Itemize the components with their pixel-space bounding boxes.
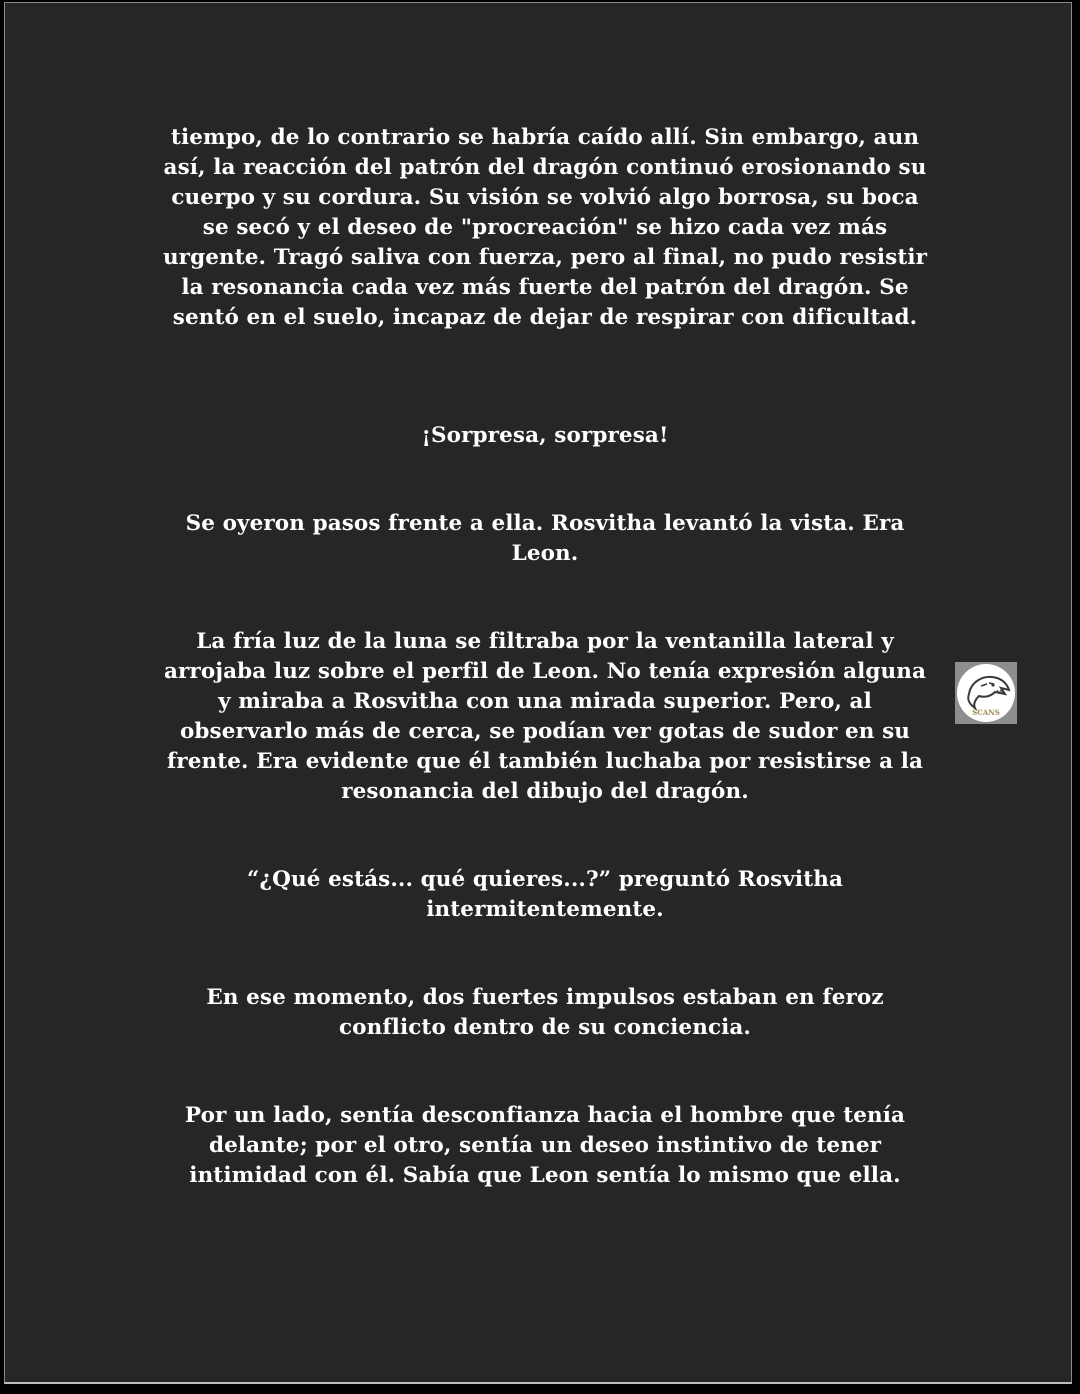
paragraph-5: [155, 865, 935, 925]
paragraph-text: En ese momento, dos fuertes impulsos estaban en feroz conflicto dentro de su conciencia.: [206, 985, 884, 1040]
watermark-text: SCANS: [972, 708, 1000, 717]
paragraph-2: [155, 421, 935, 451]
paragraph-text: tiempo, de lo contrario se habría caído allí. Sin embargo, aun así, la reacción del patrón del dragón continuó erosionando su cuerpo y su cordura. Su visión se volvió algo borrosa, su boca se secó y el deseo de "procreación" se hizo cada vez más urgente. Tragó saliva con fuerza, pero al final, no pudo resistir la resonancia cada vez más fuerte del patrón del dragón. Se sentó en el suelo, incapaz de dejar de respirar con dificultad.: [162, 125, 928, 330]
paragraph-text: Por un lado, sentía desconfianza hacia el hombre que tenía delante; por el otro, sentía un deseo instintivo de tener intimidad con él. Sabía que Leon sentía lo mismo que ella.: [184, 1103, 906, 1188]
watermark-logo: [955, 662, 1017, 724]
paragraph-6: [155, 983, 935, 1043]
paragraph-text: La fría luz de la luna se filtraba por la ventanilla lateral y arrojaba luz sobre el perfil de Leon. No tenía expresión alguna y miraba a Rosvitha con una mirada superior. Pero, al observarlo más de cerca, se podían ver gotas de sudor en su frente. Era evidente que él también luchaba por resistirse a la resonancia del dibujo del dragón.: [163, 629, 927, 804]
paragraph-3: [155, 509, 935, 569]
dragon-logo-icon: [957, 664, 1015, 722]
paragraph-text: ¡Sorpresa, sorpresa!: [421, 423, 669, 448]
paragraph-text: “¿Qué estás... qué quieres...?” preguntó Rosvitha intermitentemente.: [247, 867, 843, 922]
paragraph-4: [155, 627, 935, 807]
paragraph-text: Se oyeron pasos frente a ella. Rosvitha levantó la vista. Era Leon.: [185, 511, 905, 566]
paragraph-7: [155, 1101, 935, 1191]
reading-page: [4, 2, 1072, 1384]
paragraph-1: [155, 123, 935, 333]
